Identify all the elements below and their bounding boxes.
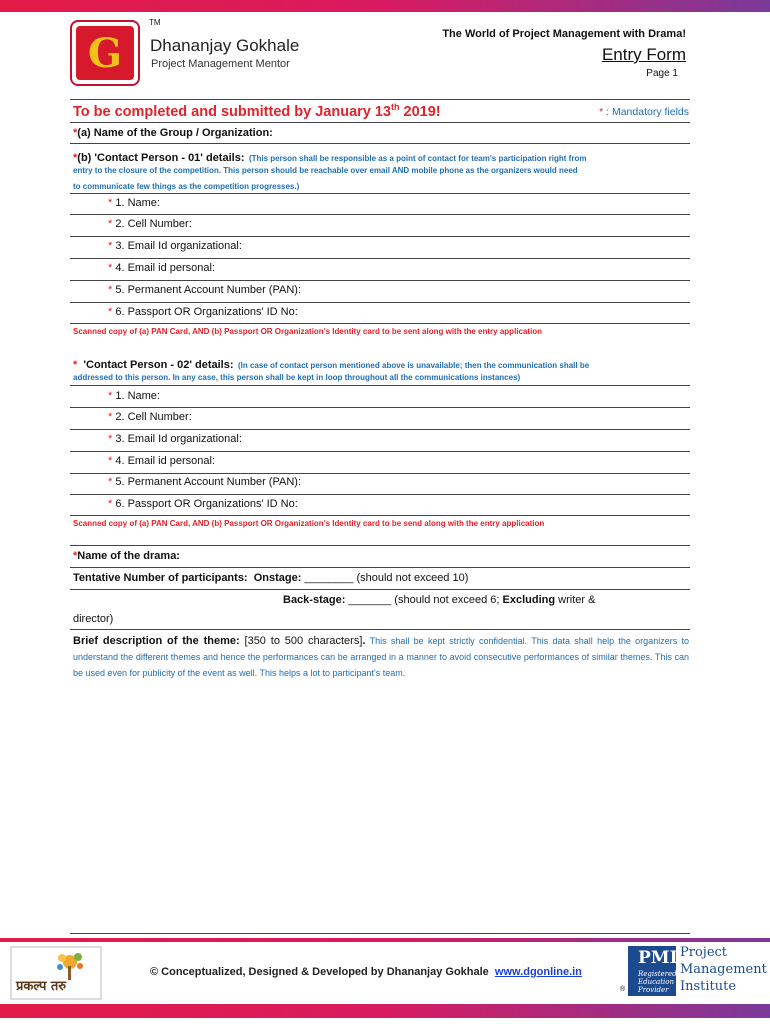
pmi-logo: PMI Registered Education Provider ® Project Management Institute: [620, 945, 767, 994]
divider: [70, 429, 690, 430]
contact2-cell-field[interactable]: * 2. Cell Number:: [108, 411, 192, 423]
divider: [70, 214, 690, 215]
contact2-org-email-field[interactable]: * 3. Email Id organizational:: [108, 433, 242, 445]
trademark-mark: TM: [149, 18, 161, 27]
pmi-reg-provider: Registered Education Provider: [638, 970, 677, 994]
footer-divider: [70, 933, 690, 934]
divider: [70, 473, 690, 474]
contact1-cell-field[interactable]: * 2. Cell Number:: [108, 218, 192, 230]
divider: [70, 236, 690, 237]
contact2-pan-field[interactable]: * 5. Permanent Account Number (PAN):: [108, 476, 301, 488]
top-color-bar: [0, 0, 770, 12]
divider: [70, 515, 690, 516]
contact2-heading: * 'Contact Person - 02' details: (In case of contact person mentioned above is unavailable; then the communication shall be: [73, 359, 590, 371]
divider: [70, 567, 690, 568]
divider: [70, 323, 690, 324]
form-title: Entry Form: [601, 45, 686, 64]
page-number: Page 1: [646, 68, 678, 79]
divider: [70, 385, 690, 386]
brand-subtitle: Project Management Mentor: [151, 58, 290, 70]
drama-name-field[interactable]: *Name of the drama:: [73, 550, 180, 562]
divider: [70, 494, 690, 495]
contact1-org-email-field[interactable]: * 3. Email Id organizational:: [108, 240, 242, 252]
divider: [70, 589, 690, 590]
prakalp-taru-wordmark: प्रकल्प तरु: [16, 979, 67, 994]
divider: [70, 545, 690, 546]
footer-credit: © Conceptualized, Designed & Developed by Dhananjay Gokhale www.dgonline.in: [150, 966, 582, 978]
backstage-participants-field[interactable]: Back-stage: _______ (should not exceed 6; Excluding writer &: [283, 594, 596, 606]
divider: [70, 99, 690, 100]
contact1-note-line: entry to the closure of the competition. This person should be reachable over email AND mobile phone as the organizers would need: [73, 166, 578, 175]
divider: [70, 451, 690, 452]
deadline-heading: To be completed and submitted by January 13th 2019!: [73, 102, 441, 120]
contact2-note-line: addressed to this person. In any case, this person shall be kept in loop throughout all the communications instances): [73, 373, 521, 382]
tagline: The World of Project Management with Drama!: [442, 28, 686, 40]
contact1-personal-email-field[interactable]: * 4. Email id personal:: [108, 262, 216, 274]
pmi-name: Project Management Institute: [680, 945, 767, 994]
contact1-pan-field[interactable]: * 5. Permanent Account Number (PAN):: [108, 284, 301, 296]
pmi-monogram: PMI: [638, 948, 678, 968]
footer-color-line: [0, 938, 770, 942]
contact2-scan-note: Scanned copy of (a) PAN Card, AND (b) Passport OR Organization's Identity card to be send along with the entry application: [73, 519, 545, 528]
group-name-field[interactable]: *(a) Name of the Group / Organization:: [73, 127, 273, 139]
divider: [70, 302, 690, 303]
mandatory-note: * : Mandatory fields: [599, 106, 689, 118]
backstage-note-continued: director): [73, 613, 114, 625]
logo-letter: G: [87, 30, 123, 77]
divider: [70, 122, 690, 123]
contact1-note-line: to communicate few things as the competition progresses.): [73, 182, 300, 191]
contact2-personal-email-field[interactable]: * 4. Email id personal:: [108, 455, 216, 467]
dg-logo: [70, 20, 140, 86]
contact1-passport-field[interactable]: * 6. Passport OR Organizations' ID No:: [108, 306, 298, 318]
contact1-heading: *(b) 'Contact Person - 01' details: (This person shall be responsible as a point of contact for team's participation right from: [73, 152, 587, 164]
onstage-participants-field[interactable]: Tentative Number of participants: Onstage: ________ (should not exceed 10): [73, 572, 469, 584]
prakalp-taru-logo: [10, 946, 102, 1000]
contact1-scan-note: Scanned copy of (a) PAN Card, AND (b) Passport OR Organization's Identity card to be sent along with the entry application: [73, 327, 543, 336]
bottom-color-bar: [0, 1004, 770, 1018]
divider: [70, 193, 690, 194]
theme-description-field[interactable]: Brief description of the theme: [350 to 500 characters]. This shall be kept strictly confidential. This data shall help the organizers to understand the different themes and hence the performances can be arranged in a manner to avoid consecutive performances of similar themes. This can be used even for publicity of the event as well. This helps a lot to participant's team.: [73, 635, 689, 678]
website-link[interactable]: www.dgonline.in: [494, 966, 582, 978]
divider: [70, 143, 690, 144]
divider: [70, 407, 690, 408]
contact1-name-field[interactable]: * 1. Name:: [108, 197, 160, 209]
contact2-passport-field[interactable]: * 6. Passport OR Organizations' ID No:: [108, 498, 298, 510]
divider: [70, 258, 690, 259]
divider: [70, 280, 690, 281]
divider: [70, 629, 690, 630]
contact2-name-field[interactable]: * 1. Name:: [108, 390, 160, 402]
brand-name: Dhananjay Gokhale: [150, 36, 300, 55]
